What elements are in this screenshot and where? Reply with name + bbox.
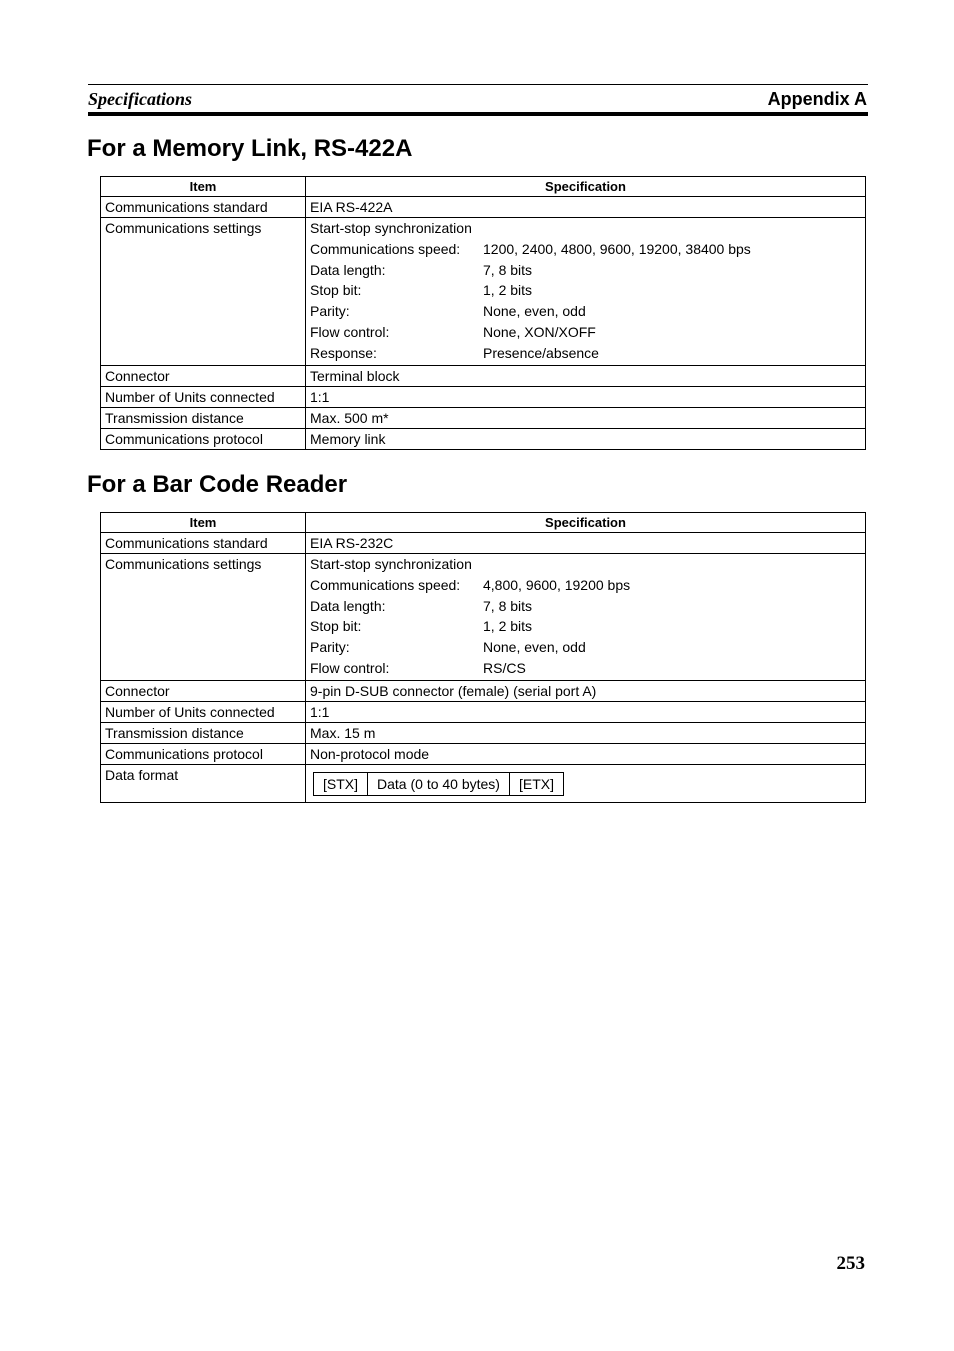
row-spec-settings xyxy=(306,218,866,366)
row-item: Communications standard xyxy=(101,533,306,554)
settings-value: 1, 2 bits xyxy=(483,282,533,299)
row-spec: Max. 15 m xyxy=(306,722,866,743)
table-row xyxy=(101,533,866,554)
table-row xyxy=(101,197,866,218)
settings-line xyxy=(310,301,861,322)
settings-key: Data length: xyxy=(310,261,386,278)
settings-value: 7, 8 bits xyxy=(483,261,533,278)
settings-sync xyxy=(310,554,861,575)
running-header-appendix: Appendix A xyxy=(767,89,867,109)
settings-value: None, even, odd xyxy=(483,639,586,656)
column-header-item: Item xyxy=(101,177,306,197)
row-item: Communications settings xyxy=(101,554,306,681)
settings-line xyxy=(310,658,861,679)
settings-key: Flow control: xyxy=(310,659,390,676)
settings-key: Response: xyxy=(310,344,377,361)
settings-key: Flow control: xyxy=(310,323,390,340)
table-row xyxy=(101,386,866,407)
settings-value: Presence/absence xyxy=(483,344,599,361)
row-item: Connector xyxy=(101,680,306,701)
row-spec-data-format xyxy=(306,764,866,802)
row-item: Communications standard xyxy=(101,197,306,218)
settings-key: Stop bit: xyxy=(310,618,362,635)
table-row xyxy=(101,722,866,743)
settings-key: Parity: xyxy=(310,303,350,320)
settings-key: Communications speed: xyxy=(310,240,461,257)
table-row xyxy=(101,365,866,386)
table-row xyxy=(101,764,866,802)
settings-value: 7, 8 bits xyxy=(483,597,533,614)
data-frame-diagram xyxy=(313,772,564,796)
row-item: Number of Units connected xyxy=(101,701,306,722)
settings-sync-text: Start-stop synchronization xyxy=(310,220,472,236)
settings-key: Parity: xyxy=(310,639,350,656)
table-header-row xyxy=(101,177,866,197)
settings-value: None, XON/XOFF xyxy=(483,323,596,340)
column-header-item: Item xyxy=(101,513,306,533)
frame-data: Data (0 to 40 bytes) xyxy=(368,773,510,795)
settings-line xyxy=(310,596,861,617)
settings-line xyxy=(310,260,861,281)
settings-line xyxy=(310,575,861,596)
row-spec: EIA RS-232C xyxy=(306,533,866,554)
row-spec: 1:1 xyxy=(306,701,866,722)
table-header-row xyxy=(101,513,866,533)
settings-line xyxy=(310,616,861,637)
header-bottom-rule xyxy=(88,112,868,116)
table-row xyxy=(101,680,866,701)
row-item: Transmission distance xyxy=(101,722,306,743)
row-item: Communications protocol xyxy=(101,743,306,764)
row-spec: Max. 500 m* xyxy=(306,407,866,428)
settings-key: Stop bit: xyxy=(310,282,362,299)
settings-value: 4,800, 9600, 19200 bps xyxy=(483,576,631,593)
row-item: Number of Units connected xyxy=(101,386,306,407)
table-row xyxy=(101,701,866,722)
memory-link-spec-table xyxy=(100,176,866,450)
settings-line xyxy=(310,322,861,343)
table-row xyxy=(101,428,866,449)
row-spec: Non-protocol mode xyxy=(306,743,866,764)
settings-value: RS/CS xyxy=(483,659,526,676)
table-row xyxy=(101,743,866,764)
settings-line xyxy=(310,637,861,658)
row-item: Connector xyxy=(101,365,306,386)
row-spec: Terminal block xyxy=(306,365,866,386)
settings-key: Data length: xyxy=(310,597,386,614)
frame-stx: [STX] xyxy=(314,773,368,795)
settings-sync xyxy=(310,218,861,239)
row-spec: 1:1 xyxy=(306,386,866,407)
bar-code-spec-table xyxy=(100,512,866,803)
column-header-specification: Specification xyxy=(306,513,866,533)
settings-line xyxy=(310,280,861,301)
settings-sync-text: Start-stop synchronization xyxy=(310,556,472,572)
header-top-rule xyxy=(88,84,868,85)
row-spec: Memory link xyxy=(306,428,866,449)
settings-value: None, even, odd xyxy=(483,303,586,320)
table-row xyxy=(101,407,866,428)
row-spec: 9-pin D-SUB connector (female) (serial port A) xyxy=(306,680,866,701)
row-spec-settings xyxy=(306,554,866,681)
row-item: Transmission distance xyxy=(101,407,306,428)
row-item: Data format xyxy=(101,764,306,802)
row-item: Communications protocol xyxy=(101,428,306,449)
running-header-section: Specifications xyxy=(88,89,192,109)
settings-value: 1200, 2400, 4800, 9600, 19200, 38400 bps xyxy=(483,240,751,257)
page-number: 253 xyxy=(836,1253,865,1274)
settings-key: Communications speed: xyxy=(310,576,461,593)
section-title-memory-link: For a Memory Link, RS-422A xyxy=(87,135,413,162)
row-spec: EIA RS-422A xyxy=(306,197,866,218)
table-row xyxy=(101,218,866,366)
settings-value: 1, 2 bits xyxy=(483,618,533,635)
settings-line xyxy=(310,239,861,260)
row-item: Communications settings xyxy=(101,218,306,366)
section-title-bar-code-reader: For a Bar Code Reader xyxy=(87,471,348,498)
table-row xyxy=(101,554,866,681)
column-header-specification: Specification xyxy=(306,177,866,197)
frame-etx: [ETX] xyxy=(518,775,554,792)
settings-line xyxy=(310,343,861,364)
